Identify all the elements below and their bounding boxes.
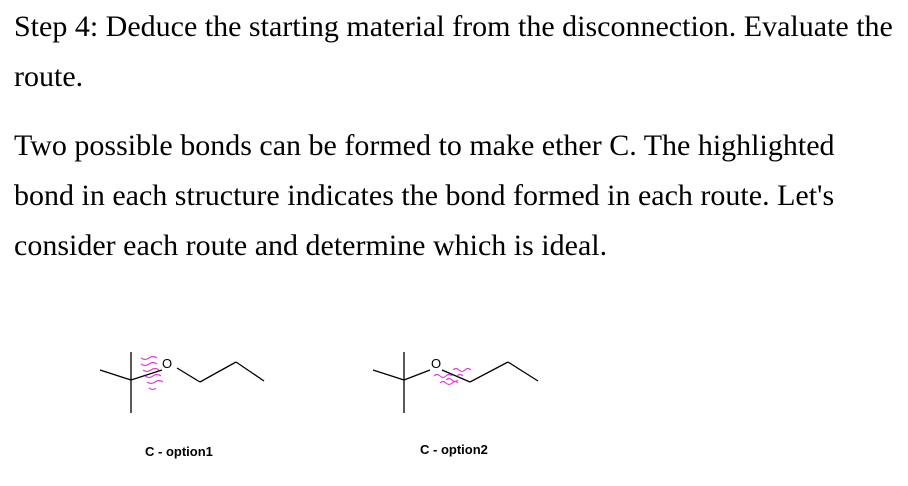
explanation-paragraph: Two possible bonds can be formed to make ether C. The highlighted bond in each structure indicates the bond formed in each route. Let's consider each route and determine which is ideal. [14, 129, 835, 262]
caption-option1: C - option1 [145, 444, 213, 459]
bond [236, 362, 264, 381]
structure-option2 [373, 352, 538, 413]
oxygen-atom-label: O [431, 356, 442, 371]
bond [200, 362, 236, 382]
bond [373, 370, 404, 380]
bond [100, 370, 131, 380]
bond [508, 362, 538, 381]
caption-option2: C - option2 [420, 442, 488, 457]
step-heading: Step 4: Deduce the starting material from the disconnection. Evaluate the route. [14, 10, 893, 93]
bond [470, 362, 508, 382]
structure-option1 [100, 352, 264, 413]
bond [177, 368, 200, 382]
bond [404, 370, 430, 380]
oxygen-atom-label: O [162, 356, 173, 371]
